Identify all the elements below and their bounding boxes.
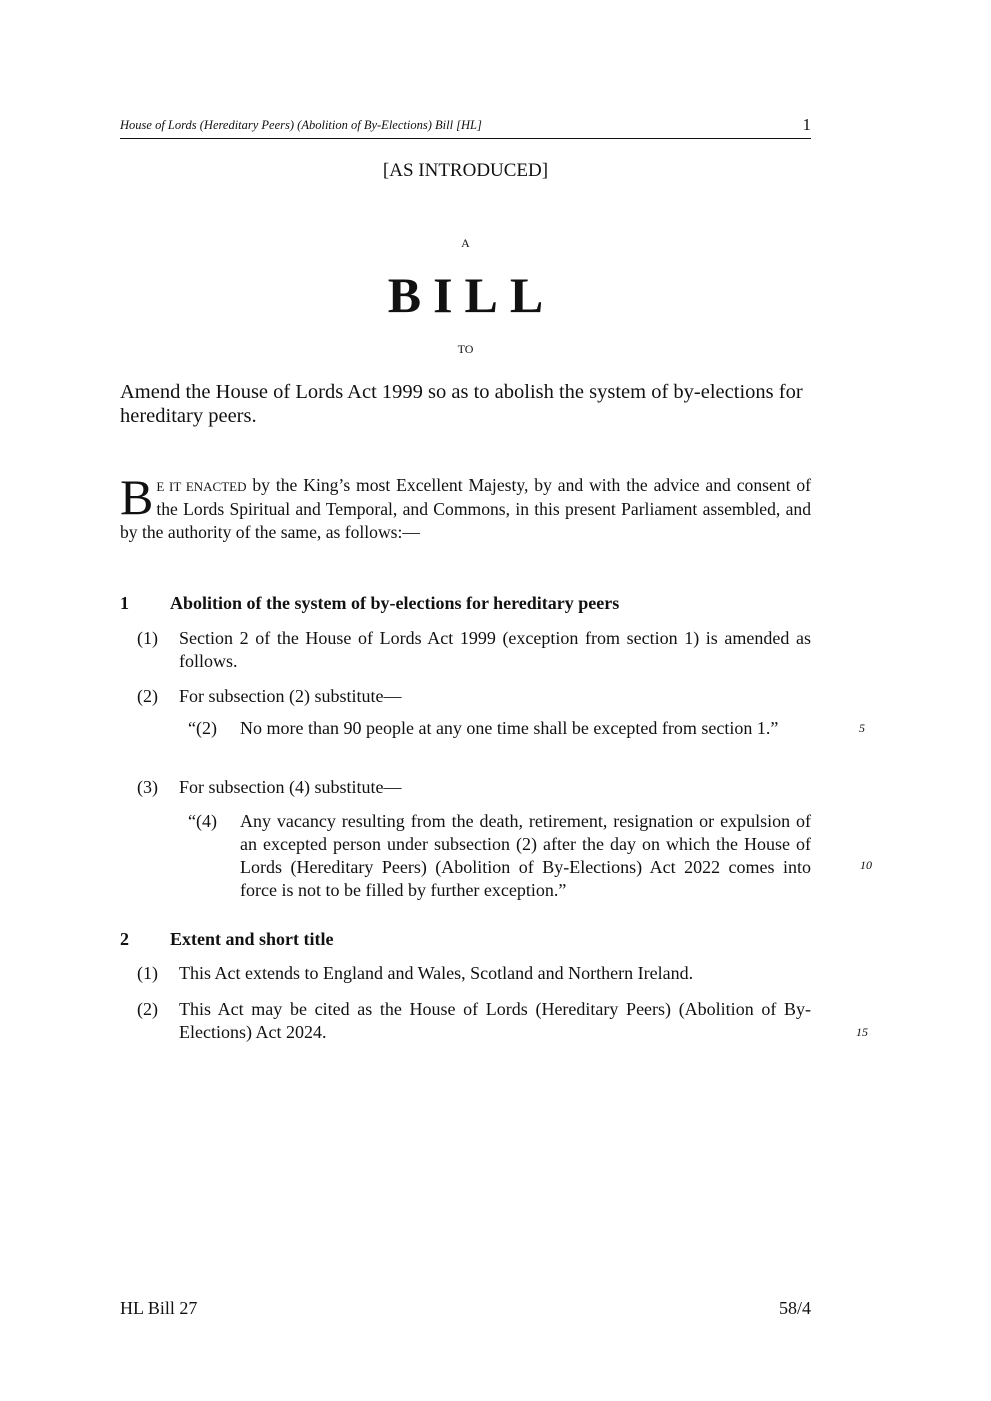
section-2-title: Extent and short title (170, 929, 334, 949)
s1-2-num: (2) (137, 686, 158, 706)
long-title: Amend the House of Lords Act 1999 so as to abolish the system of by-elections for hereditary peers. (120, 381, 803, 427)
s1-2-quote-num: “(2) (188, 718, 217, 738)
footer-print-ref: 58/4 (778, 1298, 811, 1318)
s1-2-quote-text: No more than 90 people at any one time shall be excepted from section 1.” (240, 718, 779, 738)
s1-3-num: (3) (137, 777, 158, 797)
enacting-small-caps: E IT ENACTED (156, 479, 247, 494)
enacting-text: by the King’s most Excellent Majesty, by and with the advice and consent of the Lords Spiritual and Temporal, and Commons, in this present Parliament assembled, and by the authority of the same, as follows:— (120, 475, 812, 542)
s1-1-text: Section 2 of the House of Lords Act 1999 (exception from section 1) is amended as follows. (179, 628, 811, 671)
section-1-title: Abolition of the system of by-elections for hereditary peers (170, 593, 620, 613)
bill-heading: BILL (387, 267, 556, 323)
line-number-10: 10 (860, 858, 872, 872)
s1-3-quote-text: Any vacancy resulting from the death, retirement, resignation or expulsion of an excepted person under subsection (2) after the day on which the House of Lords (Hereditary Peers) (Abolition of By-Elections) Act 2022 comes into force is not to be filled by further exception.” (240, 811, 811, 900)
footer-bill-number: HL Bill 27 (120, 1298, 198, 1318)
s2-2-text: This Act may be cited as the House of Lords (Hereditary Peers) (Abolition of By-Elections) Act 2024. (179, 999, 811, 1042)
section-2-number: 2 (120, 929, 129, 949)
s1-3-quote-num: “(4) (188, 811, 217, 831)
s2-1-text: This Act extends to England and Wales, Scotland and Northern Ireland. (179, 963, 694, 983)
running-header (120, 115, 811, 139)
s2-2-num: (2) (137, 999, 158, 1019)
drop-cap: B (120, 469, 154, 525)
line-number-5: 5 (859, 721, 865, 735)
s2-1-num: (1) (137, 963, 158, 983)
section-1-number: 1 (120, 593, 129, 613)
enacting-formula (120, 469, 812, 544)
s1-1-num: (1) (137, 628, 158, 648)
a-label: A (461, 236, 470, 250)
to-label: TO (457, 342, 474, 356)
s1-2-text: For subsection (2) substitute— (179, 686, 402, 706)
s1-3-text: For subsection (4) substitute— (179, 777, 402, 797)
page-number: 1 (802, 115, 811, 134)
line-number-15: 15 (856, 1025, 868, 1039)
running-title: House of Lords (Hereditary Peers) (Abolition of By-Elections) Bill [HL] (120, 118, 482, 132)
status-label: [AS INTRODUCED] (382, 160, 549, 181)
